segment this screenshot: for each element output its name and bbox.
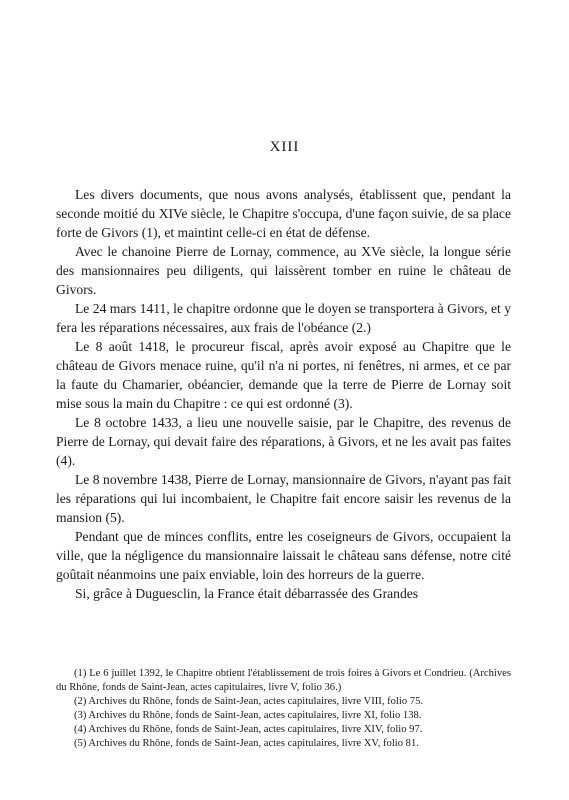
footnote: (2) Archives du Rhône, fonds de Saint-Jean, actes capitulaires, livre VIII, folio 75.	[74, 696, 424, 707]
paragraph: Le 8 novembre 1438, Pierre de Lornay, mansionnaire de Givors, n'ayant pas fait les réparations qui lui incombaient, le Chapitre fait encore saisir les revenus de la mansion (5).	[56, 472, 511, 525]
paragraph: Le 24 mars 1411, le chapitre ordonne que le doyen se transportera à Givors, et y fera les réparations nécessaires, aux frais de l'obéance (2.)	[56, 301, 511, 335]
paragraph: Avec le chanoine Pierre de Lornay, commence, au XVe siècle, la longue série des mansionnaires peu diligents, qui laissèrent tomber en ruine le château de Givors.	[56, 244, 511, 297]
body-text	[56, 185, 511, 603]
footnote: (5) Archives du Rhône, fonds de Saint-Jean, actes capitulaires, livre XV, folio 81.	[74, 738, 419, 749]
footnote: (3) Archives du Rhône, fonds de Saint-Jean, actes capitulaires, livre XI, folio 138.	[74, 710, 422, 721]
footnote: (4) Archives du Rhône, fonds de Saint-Jean, actes capitulaires, livre XIV, folio 97.	[74, 724, 423, 735]
footnote: (1) Le 6 juillet 1392, le Chapitre obtient l'établissement de trois foires à Givors et Condrieu. (Archives du Rhône, fonds de Saint-Jean, actes capitulaires, livre V, folio 36.)	[56, 668, 511, 693]
footnotes	[56, 667, 511, 751]
paragraph: Les divers documents, que nous avons analysés, établissent que, pendant la seconde moitié du XIVe siècle, le Chapitre s'occupa, d'une façon suivie, de sa place forte de Givors (1), et maintint celle-ci en état de défense.	[56, 187, 511, 240]
paragraph: Si, grâce à Duguesclin, la France était débarrassée des Grandes	[75, 586, 419, 601]
paragraph: Le 8 octobre 1433, a lieu une nouvelle saisie, par le Chapitre, des revenus de Pierre de Lornay, qui devait faire des réparations, à Givors, et ne les avait pas faites (4).	[56, 415, 511, 468]
paragraph: Le 8 août 1418, le procureur fiscal, après avoir exposé au Chapitre que le château de Givors menace ruine, qu'il n'a ni portes, ni fenêtres, ni armes, et ce par la faute du Chamarier, obéancier, demande que la terre de Pierre de Lornay soit mise sous la main du Chapitre : ce qui est ordonné (3).	[56, 339, 511, 411]
paragraph: Pendant que de minces conflits, entre les coseigneurs de Givors, occupaient la ville, que la négligence du mansionnaire laissait le château sans défense, notre cité goûtait néanmoins une paix enviable, loin des horreurs de la guerre.	[56, 529, 511, 582]
chapter-title: XIII	[269, 139, 300, 155]
